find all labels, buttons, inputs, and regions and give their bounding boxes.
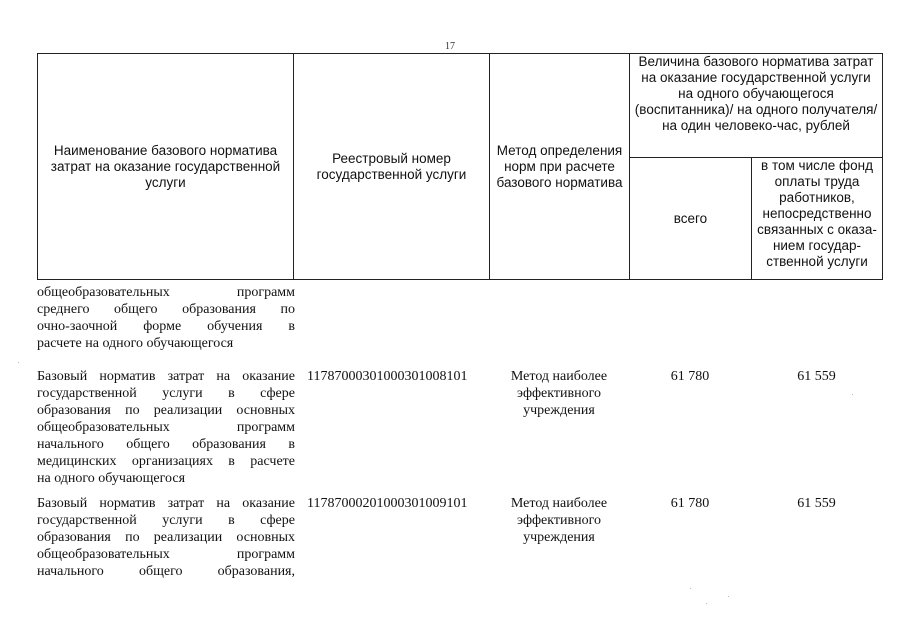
service-name-line: Базовый норматив затрат на оказание <box>37 369 295 384</box>
service-name-line: образования по реализации основных <box>37 403 295 418</box>
method-line: эффективного <box>517 513 601 528</box>
service-name-line: расчете на одного обучающегося <box>37 336 234 351</box>
service-name-line: общеобразовательных программ <box>37 285 295 300</box>
header-fund-column: в том числе фонд оплаты труда работников, непосредственно связанных с оказа- нием государ- ственной услуги <box>752 158 883 280</box>
service-name-line: начального общего образования в <box>37 437 295 452</box>
service-name-line: Базовый норматив затрат на оказание <box>37 496 295 511</box>
service-name-line: среднего общего образования по <box>37 302 295 317</box>
table-header <box>37 53 883 280</box>
header-method-column: Метод определения норм при расчете базового норматива <box>490 54 630 280</box>
service-name-line: государственной услуги в сфере <box>37 513 295 528</box>
registry-number: 11787000301000301008101 <box>307 369 468 384</box>
total-value: 61 780 <box>670 369 710 384</box>
scan-speck <box>18 362 19 363</box>
method-line: учреждения <box>523 530 595 545</box>
service-name-line: на одного обучающегося <box>37 471 186 486</box>
header-total-column: всего <box>630 158 752 280</box>
scan-speck <box>706 603 707 604</box>
page-number: 17 <box>445 41 455 52</box>
service-name-line: очно-заочной форме обучения в <box>37 319 295 334</box>
service-name-line: начального общего образования, <box>37 564 295 579</box>
service-name-line: государственной услуги в сфере <box>37 386 295 401</box>
scan-speck <box>728 596 729 597</box>
header-value-group: Величина базового норматива затрат на оказание государственной услуги на одного обучающегося (воспитанника)/ на одного получателя/ на один человеко-час, рублей <box>630 54 883 158</box>
method-line: Метод наиболее <box>510 496 608 511</box>
method-line: Метод наиболее <box>510 369 608 384</box>
scan-speck <box>690 588 691 589</box>
header-registry-column: Реестровый номер государственной услуги <box>294 54 490 280</box>
fund-value: 61 559 <box>797 369 836 384</box>
total-value: 61 780 <box>670 496 710 511</box>
service-name-line: медицинских организациях в расчете <box>37 454 295 469</box>
registry-number: 11787000201000301009101 <box>307 496 468 511</box>
method-line: эффективного <box>517 386 601 401</box>
service-name-line: общеобразовательных программ <box>37 420 295 435</box>
header-name-column: Наименование базового норматива затрат на оказание государственной услуги <box>38 54 294 280</box>
service-name-line: общеобразовательных программ <box>37 547 295 562</box>
method-line: учреждения <box>523 403 595 418</box>
scan-speck <box>852 394 853 395</box>
fund-value: 61 559 <box>797 496 836 511</box>
service-name-line: образования по реализации основных <box>37 530 295 545</box>
